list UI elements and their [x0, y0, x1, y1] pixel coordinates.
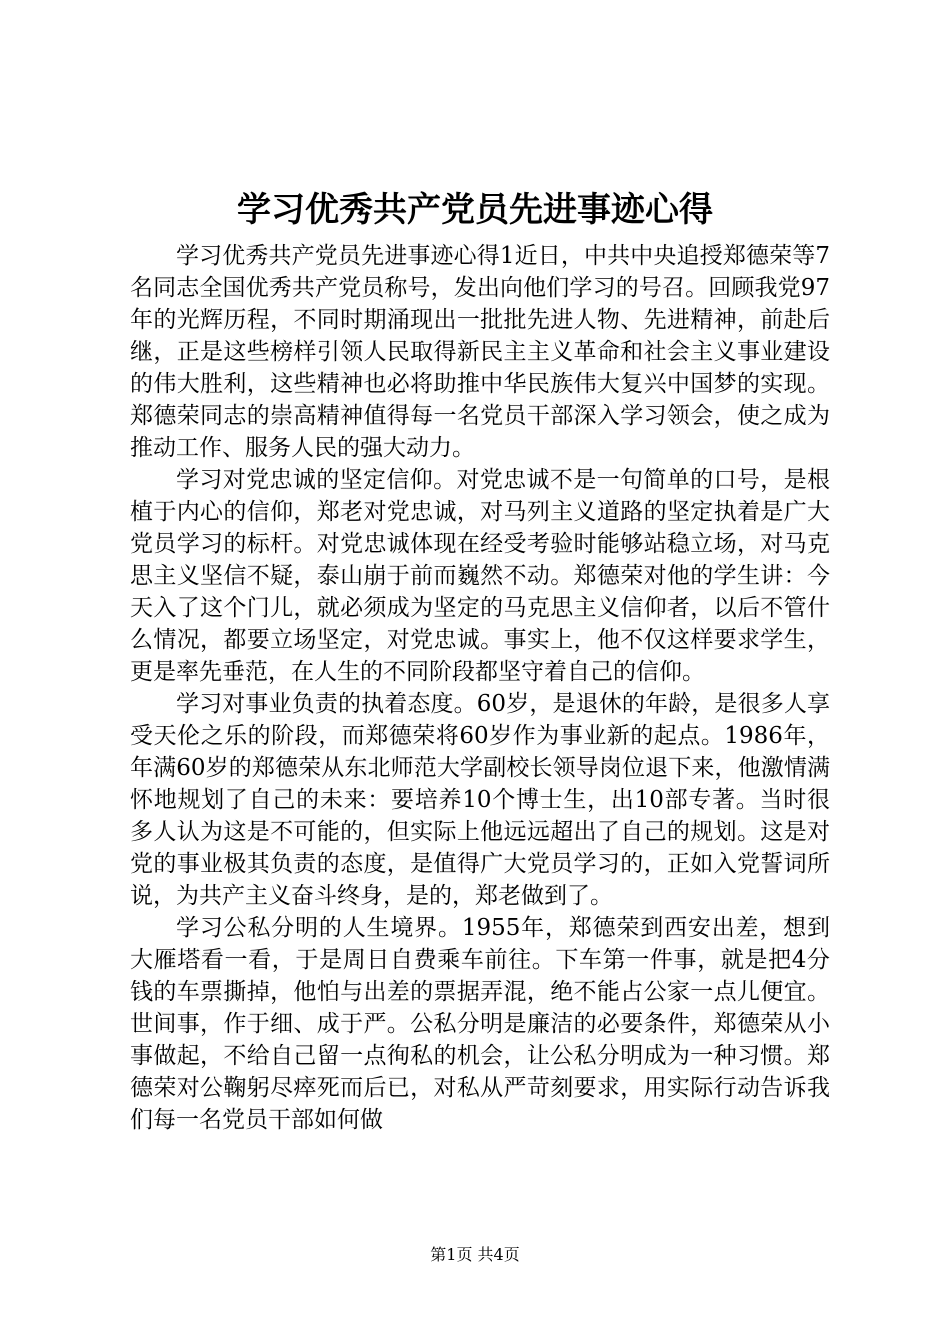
paragraph-1: 学习优秀共产党员先进事迹心得1近日，中共中央追授郑德荣等7名同志全国优秀共产党员称号，发出向他们学习的号召。回顾我党97年的光辉历程，不同时期涌现出一批批先进人物、先进精神，前赴后继，正是这些榜样引领人民取得新民主主义革命和社会主义事业建设的伟大胜利，这些精神也必将助推中华民族伟大复兴中国梦的实现。郑德荣同志的崇高精神值得每一名党员干部深入学习领会，使之成为推动工作、服务人民的强大动力。 [130, 243, 830, 461]
document-body [130, 240, 830, 1136]
paragraph-4: 学习公私分明的人生境界。1955年，郑德荣到西安出差，想到大雁塔看一看，于是周日自费乘车前往。下车第一件事，就是把4分钱的车票撕掉，他怕与出差的票据弄混，绝不能占公家一点儿便宜。世间事，作于细、成于严。公私分明是廉洁的必要条件，郑德荣从小事做起，不给自己留一点徇私的机会，让公私分明成为一种习惯。郑德荣对公鞠躬尽瘁死而后已，对私从严苛刻要求，用实际行动告诉我们每一名党员干部如何做 [130, 915, 830, 1133]
paragraph-2: 学习对党忠诚的坚定信仰。对党忠诚不是一句简单的口号，是根植于内心的信仰，郑老对党忠诚，对马列主义道路的坚定执着是广大党员学习的标杆。对党忠诚体现在经受考验时能够站稳立场，对马克思主义坚信不疑，泰山崩于前而巍然不动。郑德荣对他的学生讲：今天入了这个门儿，就必须成为坚定的马克思主义信仰者，以后不管什么情况，都要立场坚定，对党忠诚。事实上，他不仅这样要求学生，更是率先垂范，在人生的不同阶段都坚守着自己的信仰。 [130, 467, 830, 685]
paragraph-3: 学习对事业负责的执着态度。60岁，是退休的年龄，是很多人享受天伦之乐的阶段，而郑德荣将60岁作为事业新的起点。1986年，年满60岁的郑德荣从东北师范大学副校长领导岗位退下来，他激情满怀地规划了自己的未来：要培养10个博士生，出10部专著。当时很多人认为这是不可能的，但实际上他远远超出了自己的规划。这是对党的事业极其负责的态度，是值得广大党员学习的，正如入党誓词所说，为共产主义奋斗终身，是的，郑老做到了。 [130, 691, 830, 909]
page-number-footer: 第1页 共4页 [430, 1245, 520, 1264]
document-title: 学习优秀共产党员先进事迹心得 [237, 190, 713, 230]
